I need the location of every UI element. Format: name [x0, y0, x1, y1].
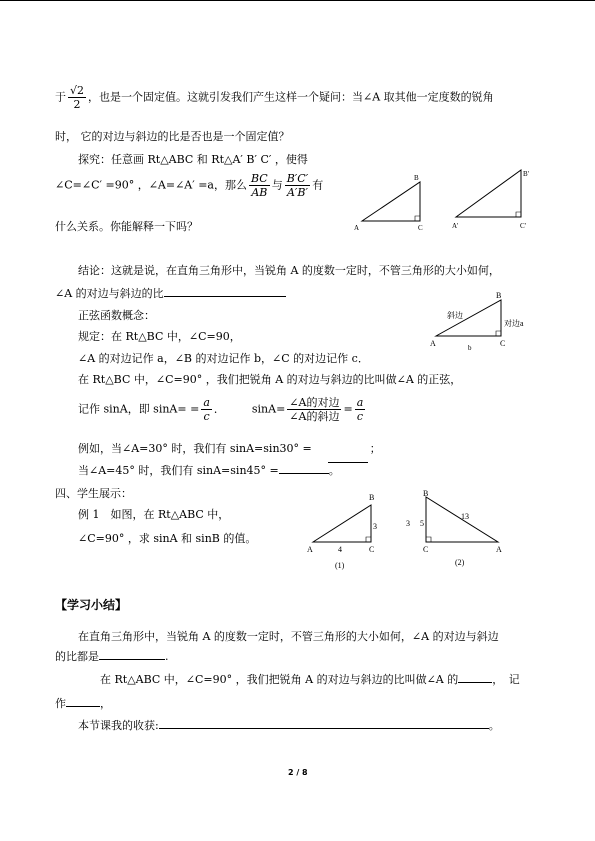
- fig2-side-3: 3: [406, 519, 410, 528]
- frac-num: ∠A的对边: [289, 396, 340, 409]
- section4-title: 四、学生展示：: [55, 487, 132, 500]
- explore-triangles: [350, 168, 550, 234]
- a-over-c-2: [355, 396, 366, 423]
- p2-l2-prefix: 作: [55, 697, 66, 710]
- summary-blank-4[interactable]: [159, 728, 489, 729]
- label-a: A: [354, 224, 360, 232]
- sine-diagram: [428, 288, 538, 354]
- example-text-1: 例如，当∠A=30° 时，我们有 sinA=sin30° =: [78, 442, 312, 455]
- frac-den: c: [356, 410, 364, 423]
- fig1-side-3: 3: [373, 522, 377, 531]
- formula-prefix: 记作 sinA，即 sinA= =: [78, 402, 200, 416]
- frac-num: a: [356, 396, 364, 409]
- diagram-side-b: b: [468, 344, 472, 352]
- example-line-2: [78, 462, 340, 478]
- section4-ex1: 例 1 如图，在 Rt△ABC 中，: [78, 508, 230, 521]
- frac-num: BC: [251, 172, 268, 185]
- label-a-prime: A': [452, 222, 459, 230]
- fig2-side-5: 5: [420, 519, 424, 528]
- fig2-caption: (2): [455, 558, 465, 567]
- conclusion-line-1: 结论：这就是说，在直角三角形中，当锐角 A 的度数一定时，不管三角形的大小如何，: [78, 264, 500, 277]
- example-line-1: [78, 440, 381, 456]
- sin-label: sinA=: [251, 402, 286, 416]
- frac-num: a: [203, 396, 210, 409]
- intro-text: ，也是一个固定值。这就引发我们产生这样一个疑问：当∠A 取其他一定度数的锐角: [88, 90, 494, 104]
- example-end-2: 。: [328, 464, 340, 477]
- summary-blank-2[interactable]: [458, 682, 492, 683]
- diagram-b: B: [496, 291, 502, 300]
- figure-2: [406, 489, 502, 567]
- example-text-2: 当∠A=45° 时，我们有 sinA=sin45° =: [78, 464, 279, 477]
- diagram-hyp: 斜边: [447, 311, 463, 320]
- frac-den: ∠A的斜边: [289, 410, 340, 423]
- page-number: 2 / 8: [288, 768, 308, 777]
- sine-notation: ∠A 的对边记作 a，∠B 的对边记作 b，∠C 的对边记作 c．: [78, 352, 369, 365]
- conclusion-text: ∠A 的对边与斜边的比: [55, 287, 164, 300]
- frac-den: A′B′: [286, 186, 308, 199]
- fig1-c: C: [369, 545, 375, 554]
- answer-blank-45[interactable]: [279, 473, 329, 474]
- fig2-hyp-13: 13: [461, 512, 469, 521]
- summary-p1-line-1: 在直角三角形中，当锐角 A 的度数一定时，不管三角形的大小如何，∠A 的对边与斜边: [78, 630, 499, 643]
- explore-line-3: 什么关系。你能解释一下吗？: [55, 220, 198, 233]
- intro-line-2: 时， 它的对边与斜边的比是否也是一个固定值？: [55, 130, 290, 143]
- explore-mid: 与: [271, 178, 283, 192]
- p2-l2-end: ，: [100, 697, 111, 710]
- sqrt2-over-2: [68, 84, 86, 111]
- diagram-a: A: [430, 339, 436, 348]
- frac-den: 2: [73, 98, 81, 111]
- fig1-b: B: [369, 493, 375, 502]
- label-b: B: [414, 174, 419, 182]
- intro-line-1: [55, 84, 494, 111]
- frac-den: AB: [251, 186, 268, 199]
- bc-prime-over-ab-prime: [285, 172, 311, 199]
- fig1-a: A: [307, 545, 313, 554]
- explore-suffix: 有: [312, 178, 324, 192]
- fig2-c: C: [423, 545, 429, 554]
- example-end-1: ；: [369, 442, 381, 455]
- label-c: C: [418, 224, 423, 232]
- top-rule: [0, 0, 595, 1]
- fig2-a: A: [496, 545, 502, 554]
- equals-sign: =: [343, 402, 353, 416]
- a-over-c: [201, 396, 212, 423]
- intro-prefix: 于: [55, 90, 66, 104]
- summary-p3: [78, 717, 500, 733]
- summary-blank-3[interactable]: [66, 706, 100, 707]
- label-c-prime: C': [520, 222, 526, 230]
- p1-prefix: 的比都是: [55, 650, 99, 663]
- explore-prefix: ∠C=∠C′ =90° ，∠A=∠A′ =a，那么: [55, 178, 247, 192]
- explore-line-1: 探究：任意画 Rt△ABC 和 Rt△A′ B′ C′ ，使得: [78, 153, 308, 166]
- p3-prefix: 本节课我的收获:: [78, 719, 159, 732]
- sine-formula: [78, 396, 367, 423]
- fig2-b: B: [423, 489, 429, 498]
- summary-p2-line-2: [55, 695, 111, 711]
- summary-blank-1[interactable]: [99, 659, 165, 660]
- explore-line-2: [55, 172, 323, 199]
- sine-title: 正弦函数概念：: [78, 309, 155, 322]
- section4-ex1b: ∠C=90° ，求 sinA 和 sinB 的值。: [78, 532, 257, 545]
- sine-definition: 在 Rt△BC 中，∠C=90° ，我们把锐角 A 的对边与斜边的比叫做∠A 的正弦，: [78, 373, 462, 386]
- triangle-large: [452, 170, 529, 230]
- frac-den: c: [203, 410, 210, 423]
- p1-end: .: [165, 650, 169, 663]
- example-figures: [305, 488, 515, 572]
- label-b-prime: B': [523, 170, 529, 178]
- p2-prefix: 在 Rt△ABC 中，∠C=90° ，我们把锐角 A 的对边与斜边的比叫做∠A 的: [100, 673, 459, 686]
- summary-p2-line-1: [100, 671, 520, 687]
- p3-end: 。: [488, 719, 500, 732]
- fig1-side-4: 4: [338, 545, 342, 554]
- diagram-opp: 对边a: [504, 319, 524, 328]
- conclusion-line-2: [55, 285, 286, 301]
- triangle-small: [354, 174, 423, 232]
- fig1-caption: (1): [335, 561, 345, 570]
- figure-1: [307, 493, 377, 570]
- frac-num: √2: [70, 84, 85, 97]
- word-fraction: [287, 396, 341, 423]
- answer-blank[interactable]: [164, 296, 286, 297]
- frac-num: B′C′: [286, 172, 309, 185]
- formula-period: ．: [213, 402, 225, 416]
- summary-title: 【学习小结】: [55, 598, 128, 612]
- p2-end: ， 记: [492, 673, 520, 686]
- bc-over-ab: [249, 172, 270, 199]
- sine-rule: 规定：在 Rt△BC 中，∠C=90，: [78, 330, 241, 343]
- summary-p1-line-2: [55, 648, 169, 664]
- diagram-c: C: [500, 339, 506, 348]
